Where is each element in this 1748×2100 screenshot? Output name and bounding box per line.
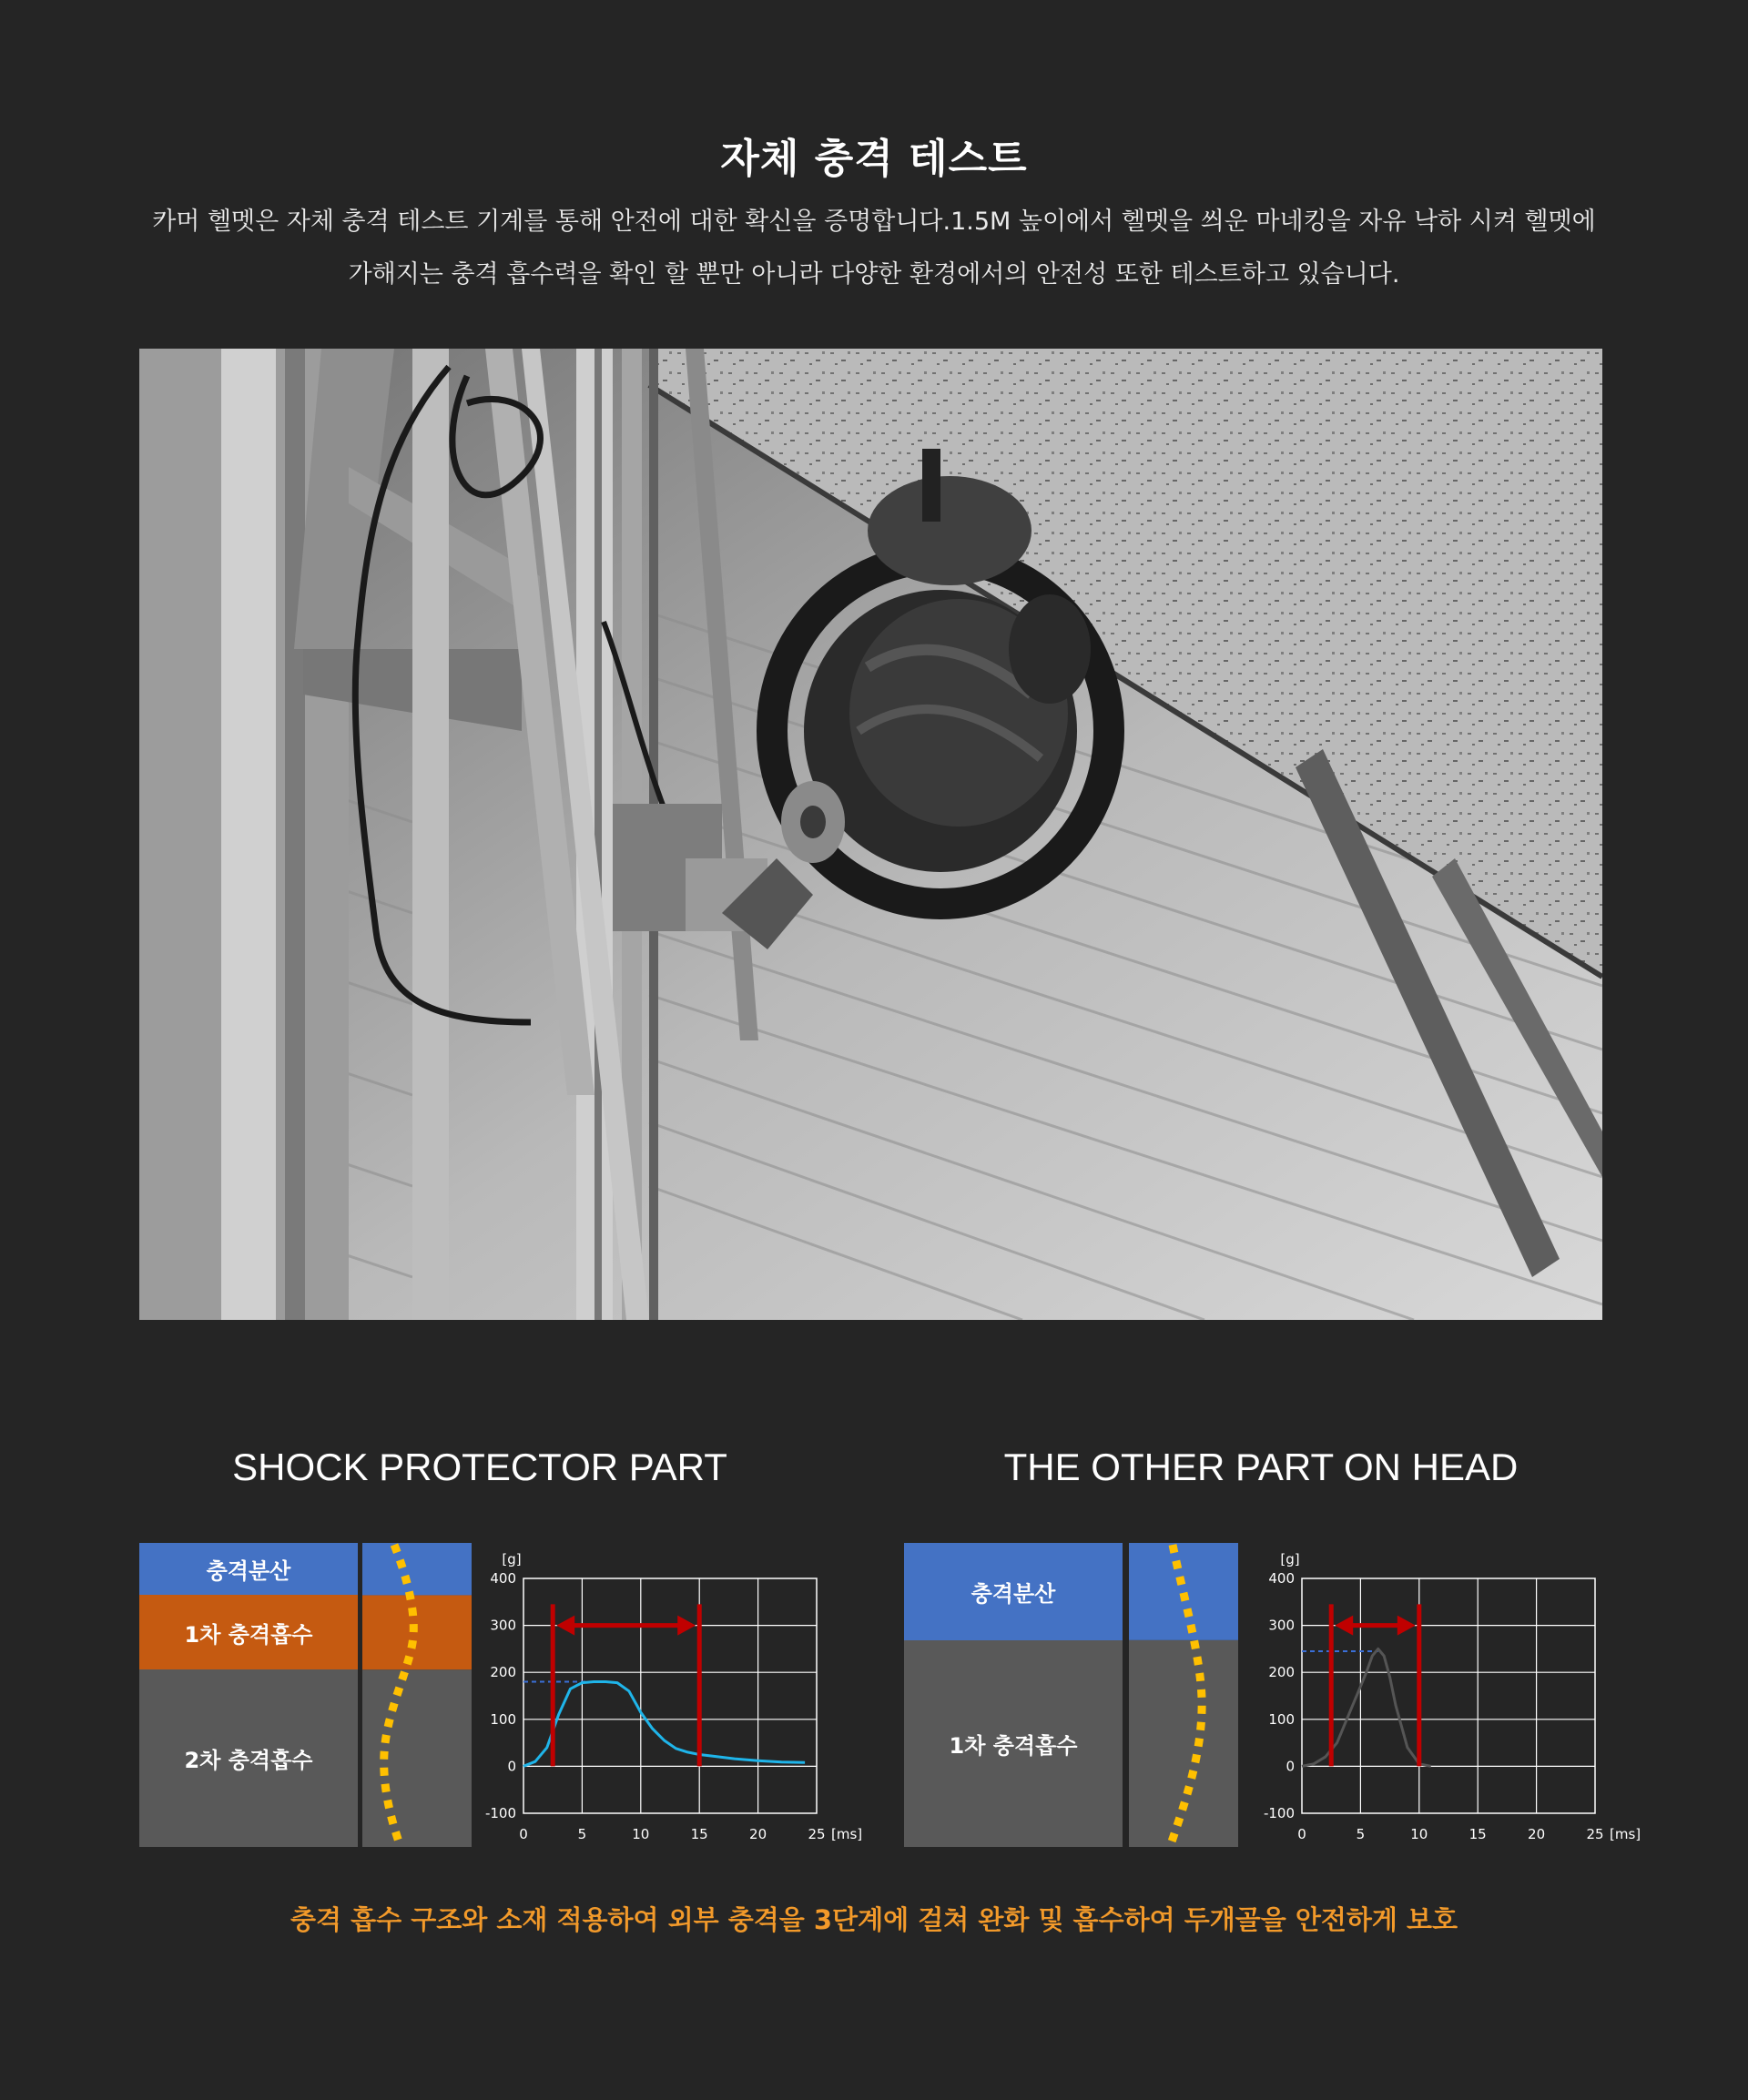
y-tick-label: 300 — [490, 1617, 516, 1634]
intro-line-1: 카머 헬멧은 자체 충격 테스트 기계를 통해 안전에 대한 확신을 증명합니다.1.5M 높이에서 헬멧을 씌운 마네킹을 자유 낙하 시켜 헬멧에 — [152, 208, 1596, 236]
y-tick-label: 200 — [490, 1664, 516, 1681]
strip-band — [1129, 1543, 1238, 1640]
layer-primary-absorption: 1차 충격흡수 — [904, 1640, 1123, 1847]
plot-frame — [1302, 1578, 1595, 1813]
strip-band — [362, 1595, 472, 1669]
page-title: 자체 충격 테스트 — [720, 136, 1028, 182]
x-tick-label: 10 — [632, 1826, 650, 1842]
series-line — [1302, 1649, 1431, 1766]
x-tick-label: 20 — [749, 1826, 767, 1842]
strip-band — [362, 1669, 472, 1847]
drop-test-illustration — [139, 349, 1602, 1320]
interval-arrow-head-left — [556, 1616, 574, 1636]
y-tick-label: 100 — [1268, 1710, 1295, 1728]
x-tick-label: 25 — [1586, 1826, 1604, 1842]
x-axis-label: [ms] — [831, 1826, 863, 1842]
y-tick-label: -100 — [484, 1805, 516, 1821]
x-tick-label: 0 — [1297, 1826, 1306, 1842]
y-tick-label: 100 — [490, 1710, 516, 1728]
x-tick-label: 25 — [808, 1826, 826, 1842]
interval-arrow-head-right — [677, 1616, 696, 1636]
y-tick-label: 300 — [1268, 1617, 1295, 1634]
x-tick-label: 5 — [1356, 1826, 1366, 1842]
left-layer-stack — [139, 1543, 358, 1847]
y-tick-label: 0 — [1286, 1758, 1295, 1775]
x-tick-label: 10 — [1410, 1826, 1428, 1842]
right-impact-chart — [1256, 1537, 1657, 1851]
grid — [1302, 1578, 1595, 1813]
interval-arrow-head-right — [1397, 1616, 1416, 1636]
interval-arrow-head-left — [1335, 1616, 1353, 1636]
left-impact-strip — [362, 1543, 472, 1847]
x-tick-label: 5 — [577, 1826, 587, 1842]
layer-shock-dispersion: 충격분산 — [904, 1543, 1123, 1640]
intro-text — [127, 196, 1621, 301]
footer-note: 충격 흡수 구조와 소재 적용하여 외부 충격을 3단계에 걸쳐 완화 및 흡수하여 두개골을 안전하게 보호 — [290, 1904, 1458, 1935]
strip-band — [362, 1543, 472, 1595]
y-tick-label: 400 — [490, 1570, 516, 1587]
layer-secondary-absorption: 2차 충격흡수 — [139, 1669, 358, 1847]
x-tick-label: 15 — [1469, 1826, 1487, 1842]
x-tick-label: 20 — [1528, 1826, 1546, 1842]
x-tick-label: 15 — [690, 1826, 708, 1842]
right-impact-strip — [1129, 1543, 1238, 1847]
layer-primary-absorption: 1차 충격흡수 — [139, 1595, 358, 1669]
left-impact-chart — [478, 1537, 879, 1851]
y-axis-label: [g] — [502, 1551, 522, 1567]
y-tick-label: 200 — [1268, 1664, 1295, 1681]
drop-test-photo — [139, 349, 1602, 1320]
layer-shock-dispersion: 충격분산 — [139, 1543, 358, 1595]
y-tick-label: 400 — [1268, 1570, 1295, 1587]
series-line — [523, 1682, 805, 1767]
x-tick-label: 0 — [519, 1826, 528, 1842]
right-layer-stack — [904, 1543, 1123, 1847]
left-section-title: SHOCK PROTECTOR PART — [232, 1446, 727, 1488]
x-axis-label: [ms] — [1610, 1826, 1641, 1842]
right-section-title: THE OTHER PART ON HEAD — [1003, 1446, 1519, 1488]
y-axis-label: [g] — [1280, 1551, 1300, 1567]
strip-band — [1129, 1640, 1238, 1847]
y-tick-label: -100 — [1263, 1805, 1295, 1821]
intro-line-2: 가해지는 충격 흡수력을 확인 할 뿐만 아니라 다양한 환경에서의 안전성 또한 테스트하고 있습니다. — [348, 260, 1400, 289]
y-tick-label: 0 — [507, 1758, 516, 1775]
